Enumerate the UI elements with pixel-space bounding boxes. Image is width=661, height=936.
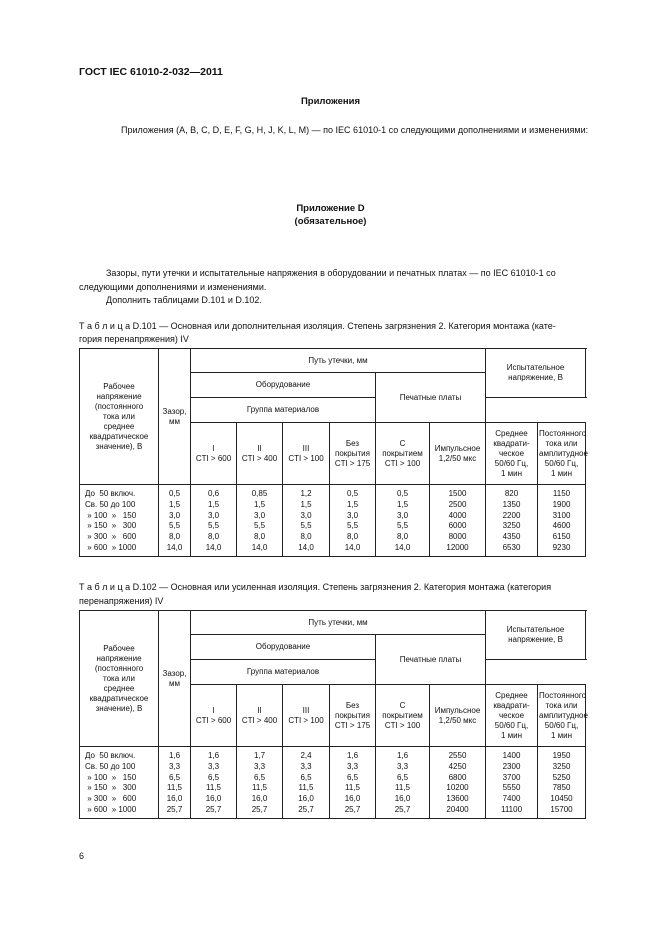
table-cell-value: 3250 bbox=[552, 761, 571, 771]
header-line: Без bbox=[345, 438, 360, 448]
header-line: 50/60 Гц, bbox=[544, 458, 579, 468]
header-line: С bbox=[399, 438, 406, 448]
table-cell-value: 3,3 bbox=[346, 761, 359, 771]
header-line: 1 мин bbox=[550, 468, 573, 478]
header-line: CTI > 175 bbox=[334, 458, 371, 468]
table-cell-value: 6530 bbox=[502, 542, 521, 552]
table-cell-value: 4350 bbox=[502, 532, 521, 542]
appendix-d-para-line1: Зазоры, пути утечки и испытательные напряжения в оборудовании и печатных платах — по IEC 61010-1 со bbox=[106, 268, 556, 278]
table-cell-value: 3,3 bbox=[300, 761, 312, 771]
table-cell-value: 0,5 bbox=[396, 489, 409, 498]
table-cell-value: 2,4 bbox=[300, 751, 312, 760]
table-cell-value: 8,0 bbox=[346, 532, 359, 542]
table-cell-value: 25,7 bbox=[251, 804, 268, 814]
rms-header bbox=[486, 685, 538, 747]
creepage-header: Путь утечки, мм bbox=[191, 611, 486, 635]
printed-boards-header: Печатные платы bbox=[376, 373, 486, 423]
no-coating-header bbox=[330, 423, 376, 485]
header-line: значение), В bbox=[95, 703, 143, 713]
appendix-d-subtitle: (обязательное) bbox=[294, 216, 367, 227]
impulse-column bbox=[431, 751, 484, 816]
table-cell-value: 5,5 bbox=[396, 521, 409, 531]
with-coating-header bbox=[376, 423, 430, 485]
header-line: I bbox=[212, 705, 215, 715]
header-line: амплитудное bbox=[539, 448, 588, 458]
group-ii-column bbox=[238, 489, 281, 554]
table2-caption-line1: Т а б л и ц а D.102 — Основная или усиленная изоляция. Степень загрязнения 2. Категория монтажа (категория bbox=[79, 582, 552, 592]
table-cell-value: 16,0 bbox=[298, 794, 314, 804]
table-cell-value: 2500 bbox=[448, 499, 467, 509]
group-ii-column bbox=[238, 751, 281, 816]
table-cell-value: 11100 bbox=[500, 804, 523, 814]
header-line: Без bbox=[345, 700, 360, 710]
clearance-column bbox=[160, 751, 189, 816]
table-cell-value: 7850 bbox=[552, 783, 571, 793]
table-cell-value: 11,5 bbox=[345, 783, 360, 793]
table-cell-value: 11,5 bbox=[298, 783, 314, 793]
material-group-i-header bbox=[191, 685, 237, 747]
table-cell-value: » 600 » 1000 bbox=[85, 804, 137, 814]
header-line: (постоянного bbox=[94, 663, 144, 673]
table-cell-value: 5,5 bbox=[168, 521, 181, 531]
table-cell-value: 20400 bbox=[446, 804, 469, 814]
header-line: III bbox=[302, 705, 310, 715]
table-cell-value: До 50 включ. bbox=[85, 489, 136, 498]
table-cell-value: 14,0 bbox=[251, 542, 268, 552]
table-cell-value: До 50 включ. bbox=[85, 751, 136, 760]
table-cell-value: 1,5 bbox=[300, 499, 312, 509]
header-line: Постоянного bbox=[539, 690, 587, 700]
table-cell-value: Св. 50 до 100 bbox=[85, 499, 136, 509]
table-cell-value: 3,3 bbox=[396, 761, 409, 771]
equipment-header: Оборудование bbox=[191, 635, 376, 660]
table-cell-value: 3,3 bbox=[253, 761, 266, 771]
table-cell-value: 6,5 bbox=[396, 772, 409, 782]
with-coating-header bbox=[376, 685, 430, 747]
header-line: CTI > 400 bbox=[241, 453, 278, 463]
table-cell-value: 4000 bbox=[448, 510, 467, 520]
working-voltage-header bbox=[80, 611, 159, 747]
header-line: CTI > 600 bbox=[195, 715, 232, 725]
table-cell-value: 3,3 bbox=[207, 761, 220, 771]
table-cell-value: 16,0 bbox=[344, 794, 361, 804]
header-line: среднее bbox=[103, 421, 135, 431]
clearance-header bbox=[159, 611, 191, 747]
header-line: Среднее bbox=[495, 428, 528, 438]
table-cell-value: 8,0 bbox=[253, 532, 266, 542]
with-coating-column bbox=[377, 751, 428, 816]
table-cell-value: 25,7 bbox=[205, 804, 222, 814]
equipment-header: Оборудование bbox=[191, 373, 376, 398]
impulse-header bbox=[430, 423, 486, 485]
table-cell-value: 8,0 bbox=[396, 532, 409, 542]
table-cell-value: 16,0 bbox=[205, 794, 222, 804]
header-line: CTI > 400 bbox=[241, 715, 278, 725]
table-cell-value: 5250 bbox=[552, 772, 571, 782]
header-line: 1 мин bbox=[500, 730, 523, 740]
table-cell-value: 14,0 bbox=[298, 542, 314, 552]
table-cell-value: 2550 bbox=[448, 751, 467, 760]
table-cell-value: 3,0 bbox=[253, 510, 266, 520]
table-d101 bbox=[79, 348, 586, 557]
table-cell-value: 8,0 bbox=[207, 532, 220, 542]
table-cell-value: 25,7 bbox=[166, 804, 183, 814]
header-line: покрытием bbox=[382, 710, 423, 720]
dc-column bbox=[539, 489, 584, 554]
header-line: мм bbox=[169, 678, 180, 688]
table-cell-value: 3700 bbox=[502, 772, 521, 782]
appendices-text: Приложения (A, B, C, D, E, F, G, H, J, K, L, M) — по IEC 61010-1 со следующими дополнениями и изменениями: bbox=[121, 125, 589, 135]
header-line: тока или bbox=[103, 411, 135, 421]
header-line: Зазор, bbox=[162, 668, 187, 678]
header-line: Среднее bbox=[495, 690, 528, 700]
material-group-i-header bbox=[191, 423, 237, 485]
table-cell-value: 6,5 bbox=[253, 772, 266, 782]
table-cell-value: 5,5 bbox=[207, 521, 220, 531]
header-line: напряжение bbox=[96, 391, 142, 401]
header-line: I bbox=[212, 443, 215, 453]
table-cell-value: 8,0 bbox=[168, 532, 181, 542]
table-cell-value: 5,5 bbox=[253, 521, 266, 531]
test-voltage-header: Испытательное напряжение, В bbox=[486, 611, 586, 660]
table-cell-value: 16,0 bbox=[166, 794, 183, 804]
appendix-d-para-line3: Дополнить таблицами D.101 и D.102. bbox=[106, 295, 262, 305]
header-line: 1 мин bbox=[550, 730, 573, 740]
table-cell-value: 4600 bbox=[552, 521, 571, 531]
table-cell-value: 9230 bbox=[552, 542, 571, 552]
table-cell-value: 1,5 bbox=[207, 499, 220, 509]
group-i-column bbox=[192, 489, 235, 554]
table-cell-value: 7400 bbox=[502, 794, 521, 804]
header-line: 1 мин bbox=[500, 468, 523, 478]
impulse-header bbox=[430, 685, 486, 747]
no-coating-column bbox=[331, 489, 374, 554]
page-number: 6 bbox=[79, 851, 85, 861]
table-cell-value: 1150 bbox=[552, 489, 571, 498]
table-cell-value: 820 bbox=[504, 489, 519, 498]
table-cell-value: 6,5 bbox=[168, 772, 181, 782]
header-line: покрытия bbox=[335, 448, 370, 458]
header-line: II bbox=[257, 705, 262, 715]
table-cell-value: 1,6 bbox=[396, 751, 409, 760]
table-cell-value: » 300 » 600 bbox=[85, 794, 137, 804]
material-group-iii-header bbox=[283, 423, 330, 485]
table-cell-value: » 150 » 300 bbox=[85, 521, 137, 531]
table-cell-value: 1350 bbox=[502, 499, 521, 509]
table-cell-value: 1950 bbox=[552, 751, 571, 760]
dc-column bbox=[539, 751, 584, 816]
table-cell-value: 8,0 bbox=[300, 532, 312, 542]
header-line: Постоянного bbox=[539, 428, 587, 438]
table-cell-value: 6000 bbox=[448, 521, 467, 531]
table-cell-value: 3250 bbox=[502, 521, 521, 531]
table-cell-value: 3,0 bbox=[300, 510, 312, 520]
table-cell-value: 1400 bbox=[502, 751, 521, 760]
table2-caption-line2: перенапряжения) IV bbox=[79, 596, 164, 606]
table-cell-value: 1900 bbox=[552, 499, 571, 509]
table-cell-value: 1,6 bbox=[207, 751, 220, 760]
table-cell-value: 1,5 bbox=[168, 499, 181, 509]
table-cell-value: 1,5 bbox=[346, 499, 359, 509]
table-cell-value: 10200 bbox=[446, 783, 469, 793]
table-cell-value: 3,3 bbox=[168, 761, 181, 771]
table-cell-value: 11,5 bbox=[395, 783, 410, 793]
table-cell-value: 14,0 bbox=[394, 542, 411, 552]
header-line: CTI > 175 bbox=[334, 720, 371, 730]
table-cell-value: 0,6 bbox=[207, 489, 220, 498]
document-header: ГОСТ IEC 61010-2-032—2011 bbox=[79, 66, 223, 78]
table-cell-value: 3,0 bbox=[168, 510, 181, 520]
group-iii-column bbox=[284, 751, 328, 816]
table-cell-value: 1,2 bbox=[300, 489, 312, 498]
table-cell-value: 1,7 bbox=[253, 751, 266, 760]
with-coating-column bbox=[377, 489, 428, 554]
header-line: 50/60 Гц, bbox=[544, 720, 579, 730]
table-cell-value: 2300 bbox=[502, 761, 521, 771]
no-coating-header bbox=[330, 685, 376, 747]
table1-caption-line1: Т а б л и ц а D.101 — Основная или дополнительная изоляция. Степень загрязнения 2. Категория монтажа (кате- bbox=[79, 321, 556, 331]
table-cell-value: 3,0 bbox=[396, 510, 409, 520]
header-line: 1,2/50 мкс bbox=[438, 453, 477, 463]
table-cell-value: » 300 » 600 bbox=[85, 532, 137, 542]
table-cell-value: 6150 bbox=[552, 532, 571, 542]
header-line: 1,2/50 мкс bbox=[438, 715, 477, 725]
header-line: 50/60 Гц, bbox=[494, 458, 529, 468]
header-line: (постоянного bbox=[94, 401, 144, 411]
table-cell-value: 14,0 bbox=[344, 542, 361, 552]
table-cell-value: » 100 » 150 bbox=[85, 510, 137, 520]
header-line: тока или bbox=[545, 700, 578, 710]
header-line: тока или bbox=[103, 673, 135, 683]
header-line: ческое bbox=[498, 710, 525, 720]
group-iii-column bbox=[284, 489, 328, 554]
impulse-column bbox=[431, 489, 484, 554]
table-cell-value: 1,6 bbox=[346, 751, 359, 760]
table-cell-value: 14,0 bbox=[205, 542, 222, 552]
dc-header bbox=[538, 685, 586, 747]
table-cell-value: 5,5 bbox=[300, 521, 312, 531]
material-group-header: Группа материалов bbox=[191, 660, 376, 685]
header-line: мм bbox=[169, 416, 180, 426]
table-cell-value: 16,0 bbox=[251, 794, 268, 804]
table-cell-value: 3,0 bbox=[207, 510, 220, 520]
table-cell-value: » 100 » 150 bbox=[85, 772, 137, 782]
header-line: CTI > 100 bbox=[384, 720, 421, 730]
header-line: С bbox=[399, 700, 406, 710]
header-line: квадратическое bbox=[89, 693, 149, 703]
working-voltage-header bbox=[80, 349, 159, 485]
no-coating-column bbox=[331, 751, 374, 816]
rms-column bbox=[487, 489, 536, 554]
header-line: квадратическое bbox=[89, 431, 149, 441]
table1-caption-line2: гория перенапряжения) IV bbox=[79, 334, 189, 344]
group-i-column bbox=[192, 751, 235, 816]
table-cell-value: 5,5 bbox=[346, 521, 359, 531]
table-cell-value: 25,7 bbox=[298, 804, 314, 814]
table-cell-value: 11,5 bbox=[167, 783, 182, 793]
table-cell-value: » 150 » 300 bbox=[85, 783, 137, 793]
header-line: CTI > 100 bbox=[288, 715, 324, 725]
table-cell-value: 14,0 bbox=[166, 542, 183, 552]
header-line: среднее bbox=[103, 683, 135, 693]
dc-header bbox=[538, 423, 586, 485]
header-line: CTI > 100 bbox=[288, 453, 324, 463]
material-group-ii-header bbox=[237, 423, 283, 485]
test-voltage-header: Испытательное напряжение, В bbox=[486, 349, 586, 398]
material-group-iii-header bbox=[283, 685, 330, 747]
table-cell-value: 1,6 bbox=[168, 751, 181, 760]
table-cell-value: 12000 bbox=[446, 542, 469, 552]
rms-column bbox=[487, 751, 536, 816]
table-cell-value: 0,5 bbox=[168, 489, 181, 498]
header-line: CTI > 100 bbox=[384, 458, 421, 468]
clearance-column bbox=[160, 489, 189, 554]
table-cell-value: 6,5 bbox=[207, 772, 220, 782]
table-cell-value: 1,5 bbox=[396, 499, 409, 509]
table-cell-value: 16,0 bbox=[394, 794, 411, 804]
header-line: CTI > 600 bbox=[195, 453, 232, 463]
table-cell-value: 8000 bbox=[448, 532, 467, 542]
header-line: покрытием bbox=[382, 448, 423, 458]
table-cell-value: 25,7 bbox=[394, 804, 411, 814]
header-line: Рабочее bbox=[103, 643, 135, 653]
table-cell-value: 1,5 bbox=[253, 499, 266, 509]
table-cell-value: 4250 bbox=[448, 761, 467, 771]
header-line: квадрати- bbox=[493, 700, 530, 710]
header-line: III bbox=[302, 443, 310, 453]
table-cell-value: 3100 bbox=[552, 510, 571, 520]
table-cell-value: Св. 50 до 100 bbox=[85, 761, 136, 771]
voltage-range-column bbox=[85, 489, 157, 554]
table-d102 bbox=[79, 610, 586, 819]
creepage-header: Путь утечки, мм bbox=[191, 349, 486, 373]
table-cell-value: 6800 bbox=[448, 772, 467, 782]
table-cell-value: 13600 bbox=[446, 794, 469, 804]
clearance-header bbox=[159, 349, 191, 485]
appendix-d-para-line2: следующими дополнениями и изменениями. bbox=[79, 282, 267, 292]
table-cell-value: 1500 bbox=[448, 489, 467, 498]
appendix-d-title: Приложение D bbox=[296, 203, 365, 214]
header-line: ческое bbox=[498, 448, 525, 458]
header-line: Импульсное bbox=[434, 443, 481, 453]
printed-boards-header: Печатные платы bbox=[376, 635, 486, 685]
header-line: II bbox=[257, 443, 262, 453]
table-cell-value: 11,5 bbox=[206, 783, 221, 793]
table-cell-value: 6,5 bbox=[346, 772, 359, 782]
material-group-header: Группа материалов bbox=[191, 398, 376, 423]
table-cell-value: 0,85 bbox=[251, 489, 268, 498]
table-cell-value: 11,5 bbox=[252, 783, 267, 793]
table-cell-value: 5550 bbox=[502, 783, 521, 793]
table-cell-value: 10450 bbox=[550, 794, 573, 804]
rms-header bbox=[486, 423, 538, 485]
header-line: напряжение bbox=[96, 653, 142, 663]
table-cell-value: 0,5 bbox=[346, 489, 359, 498]
table-cell-value: 3,0 bbox=[346, 510, 359, 520]
header-line: Зазор, bbox=[162, 406, 187, 416]
table-cell-value: 15700 bbox=[550, 804, 573, 814]
header-line: тока или bbox=[545, 438, 578, 448]
header-line: амплитудное bbox=[539, 710, 588, 720]
header-line: покрытия bbox=[335, 710, 370, 720]
header-line: Рабочее bbox=[103, 381, 135, 391]
header-line: квадрати- bbox=[493, 438, 530, 448]
header-line: значение), В bbox=[95, 441, 143, 451]
table-cell-value: 25,7 bbox=[344, 804, 361, 814]
table-cell-value: 6,5 bbox=[300, 772, 312, 782]
material-group-ii-header bbox=[237, 685, 283, 747]
header-line: 50/60 Гц, bbox=[494, 720, 529, 730]
appendices-title: Приложения bbox=[300, 96, 361, 107]
header-line: Импульсное bbox=[434, 705, 481, 715]
table-cell-value: 2200 bbox=[502, 510, 521, 520]
table-cell-value: » 600 » 1000 bbox=[85, 542, 137, 552]
voltage-range-column bbox=[85, 751, 157, 816]
